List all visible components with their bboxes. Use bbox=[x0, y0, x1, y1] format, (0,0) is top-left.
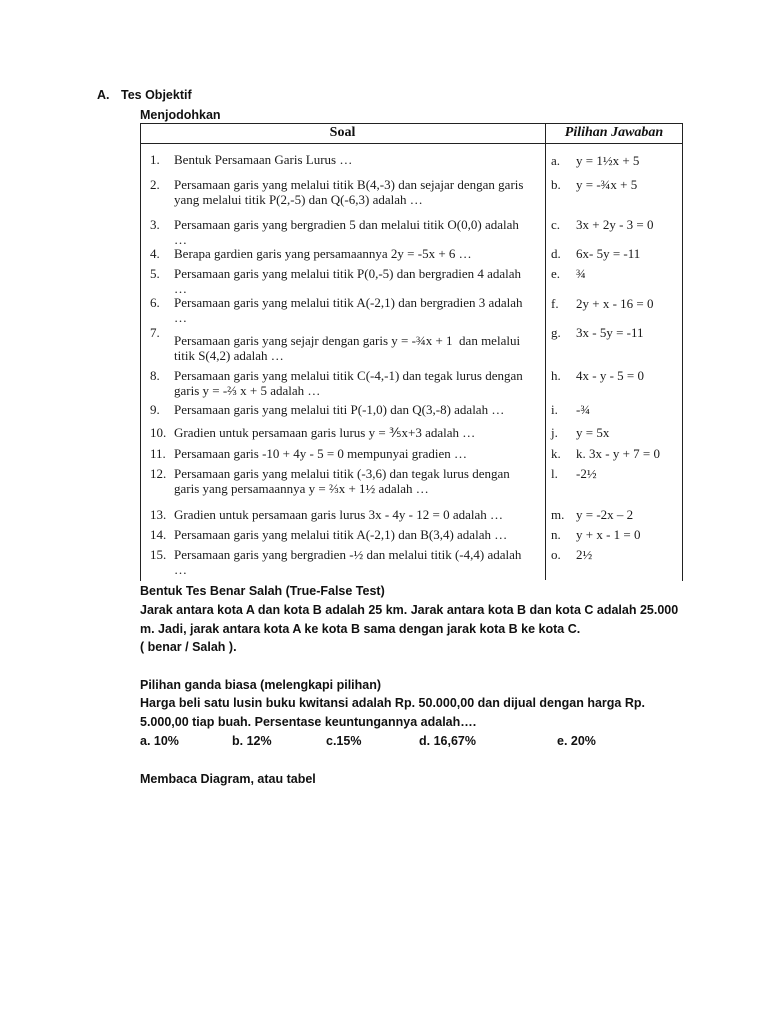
answer-text: y = 5x bbox=[576, 425, 610, 440]
answer-letter: n. bbox=[551, 527, 561, 542]
multiple-choice-heading: Pilihan ganda biasa (melengkapi pilihan) bbox=[140, 678, 382, 692]
option-a: a. 10% bbox=[140, 734, 179, 748]
multiple-choice-line-2: 5.000,00 tiap buah. Persentase keuntungannya adalah…. bbox=[140, 715, 477, 729]
question-number: 15. bbox=[150, 547, 167, 562]
question-text: Persamaan garis yang sejajr dengan garis y = -¾x + 1 dan melalui titik S(4,2) adalah … bbox=[174, 333, 521, 363]
header-pilihan-jawaban: Pilihan Jawaban bbox=[564, 125, 664, 140]
question-text: Persamaan garis yang bergradien -½ dan melalui titik (-4,4) adalah … bbox=[174, 547, 522, 577]
question-text: Gradien untuk persamaan garis lurus 3x - 4y - 12 = 0 adalah … bbox=[174, 507, 503, 522]
answer-letter: m. bbox=[551, 507, 565, 522]
answer-letter: a. bbox=[551, 153, 561, 168]
answer-letter: k. bbox=[551, 446, 561, 461]
question-text: Persamaan garis yang melalui titi P(-1,0) dan Q(3,-8) adalah … bbox=[174, 402, 505, 417]
question-number: 12. bbox=[150, 466, 167, 481]
answer-letter: l. bbox=[551, 466, 558, 481]
question-number: 13. bbox=[150, 507, 167, 522]
option-b: b. 12% bbox=[232, 734, 272, 748]
table-column-divider bbox=[545, 123, 546, 580]
question-number: 7. bbox=[150, 325, 160, 340]
true-false-line-2: m. Jadi, jarak antara kota A ke kota B sama dengan jarak kota B ke kota C. bbox=[140, 622, 581, 636]
subsection-title: Menjodohkan bbox=[140, 108, 221, 122]
answer-letter: b. bbox=[551, 177, 561, 192]
answer-letter: h. bbox=[551, 368, 561, 383]
question-number: 1. bbox=[150, 152, 160, 167]
answer-letter: o. bbox=[551, 547, 561, 562]
answer-text: -¾ bbox=[576, 402, 591, 417]
question-number: 8. bbox=[150, 368, 160, 383]
answer-letter: d. bbox=[551, 246, 561, 261]
answer-letter: c. bbox=[551, 217, 561, 232]
question-number: 11. bbox=[150, 446, 166, 461]
answer-text: y = -2x – 2 bbox=[576, 507, 634, 522]
question-number: 4. bbox=[150, 246, 160, 261]
true-false-heading: Bentuk Tes Benar Salah (True-False Test) bbox=[140, 584, 385, 598]
question-text: Persamaan garis -10 + 4y - 5 = 0 mempunyai gradien … bbox=[174, 446, 468, 461]
option-d: d. 16,67% bbox=[419, 734, 476, 748]
question-number: 10. bbox=[150, 425, 167, 440]
question-number: 5. bbox=[150, 266, 160, 281]
answer-letter: i. bbox=[551, 402, 558, 417]
question-text: Persamaan garis yang melalui titik A(-2,1) dan bergradien 3 adalah … bbox=[174, 295, 523, 325]
question-text: Persamaan garis yang melalui titik A(-2,1) dan B(3,4) adalah … bbox=[174, 527, 508, 542]
answer-text: y = 1½x + 5 bbox=[576, 153, 640, 168]
answer-text: 4x - y - 5 = 0 bbox=[576, 368, 644, 383]
multiple-choice-line-1: Harga beli satu lusin buku kwitansi adalah Rp. 50.000,00 dan dijual dengan harga Rp. bbox=[140, 696, 645, 710]
question-text: Persamaan garis yang melalui titik C(-4,-1) dan tegak lurus dengan garis y = -⅔ x + 5 adalah … bbox=[174, 368, 523, 398]
answer-letter: f. bbox=[551, 296, 559, 311]
header-soal: Soal bbox=[329, 125, 356, 140]
answer-text: 6x- 5y = -11 bbox=[576, 246, 641, 261]
answer-letter: g. bbox=[551, 325, 561, 340]
answer-text: k. 3x - y + 7 = 0 bbox=[576, 446, 660, 461]
answer-text: 3x + 2y - 3 = 0 bbox=[576, 217, 654, 232]
answer-text: 2y + x - 16 = 0 bbox=[576, 296, 654, 311]
question-number: 9. bbox=[150, 402, 160, 417]
answer-text: y + x - 1 = 0 bbox=[576, 527, 641, 542]
question-text: Persamaan garis yang bergradien 5 dan melalui titik O(0,0) adalah … bbox=[174, 217, 519, 247]
answer-text: 2½ bbox=[576, 547, 593, 562]
question-text: Persamaan garis yang melalui titik P(0,-5) dan bergradien 4 adalah … bbox=[174, 266, 522, 296]
answer-text: 3x - 5y = -11 bbox=[576, 325, 644, 340]
answer-letter: j. bbox=[551, 425, 558, 440]
question-text: Persamaan garis yang melalui titik B(4,-3) dan sejajar dengan garis yang melalui titik P(2,-5) dan Q(-6,3) adalah … bbox=[174, 177, 524, 207]
diagram-heading: Membaca Diagram, atau tabel bbox=[140, 772, 316, 786]
question-text: Bentuk Persamaan Garis Lurus … bbox=[174, 152, 353, 167]
question-number: 2. bbox=[150, 177, 160, 192]
answer-text: ¾ bbox=[576, 266, 586, 281]
option-e: e. 20% bbox=[557, 734, 596, 748]
question-number: 14. bbox=[150, 527, 167, 542]
question-number: 6. bbox=[150, 295, 160, 310]
question-text: Persamaan garis yang melalui titik (-3,6) dan tegak lurus dengan garis yang persamaannya y = ⅔x + 1½ adalah … bbox=[174, 466, 510, 496]
answer-text: -2½ bbox=[576, 466, 597, 481]
multiple-choice-options bbox=[140, 732, 610, 751]
true-false-line-1: Jarak antara kota A dan kota B adalah 25 km. Jarak antara kota B dan kota C adalah 25.000 bbox=[140, 603, 679, 617]
question-text: Berapa gardien garis yang persamaannya 2y = -5x + 6 … bbox=[174, 246, 472, 261]
table-header-rule bbox=[140, 143, 683, 144]
section-letter: A. bbox=[97, 88, 110, 102]
answer-letter: e. bbox=[551, 266, 561, 281]
true-false-line-3: ( benar / Salah ). bbox=[140, 640, 237, 654]
answer-text: y = -¾x + 5 bbox=[576, 177, 638, 192]
option-c: c.15% bbox=[326, 734, 362, 748]
section-title: Tes Objektif bbox=[121, 88, 192, 102]
question-number: 3. bbox=[150, 217, 160, 232]
question-text: Gradien untuk persamaan garis lurus y = ⅗x+3 adalah … bbox=[174, 425, 476, 440]
